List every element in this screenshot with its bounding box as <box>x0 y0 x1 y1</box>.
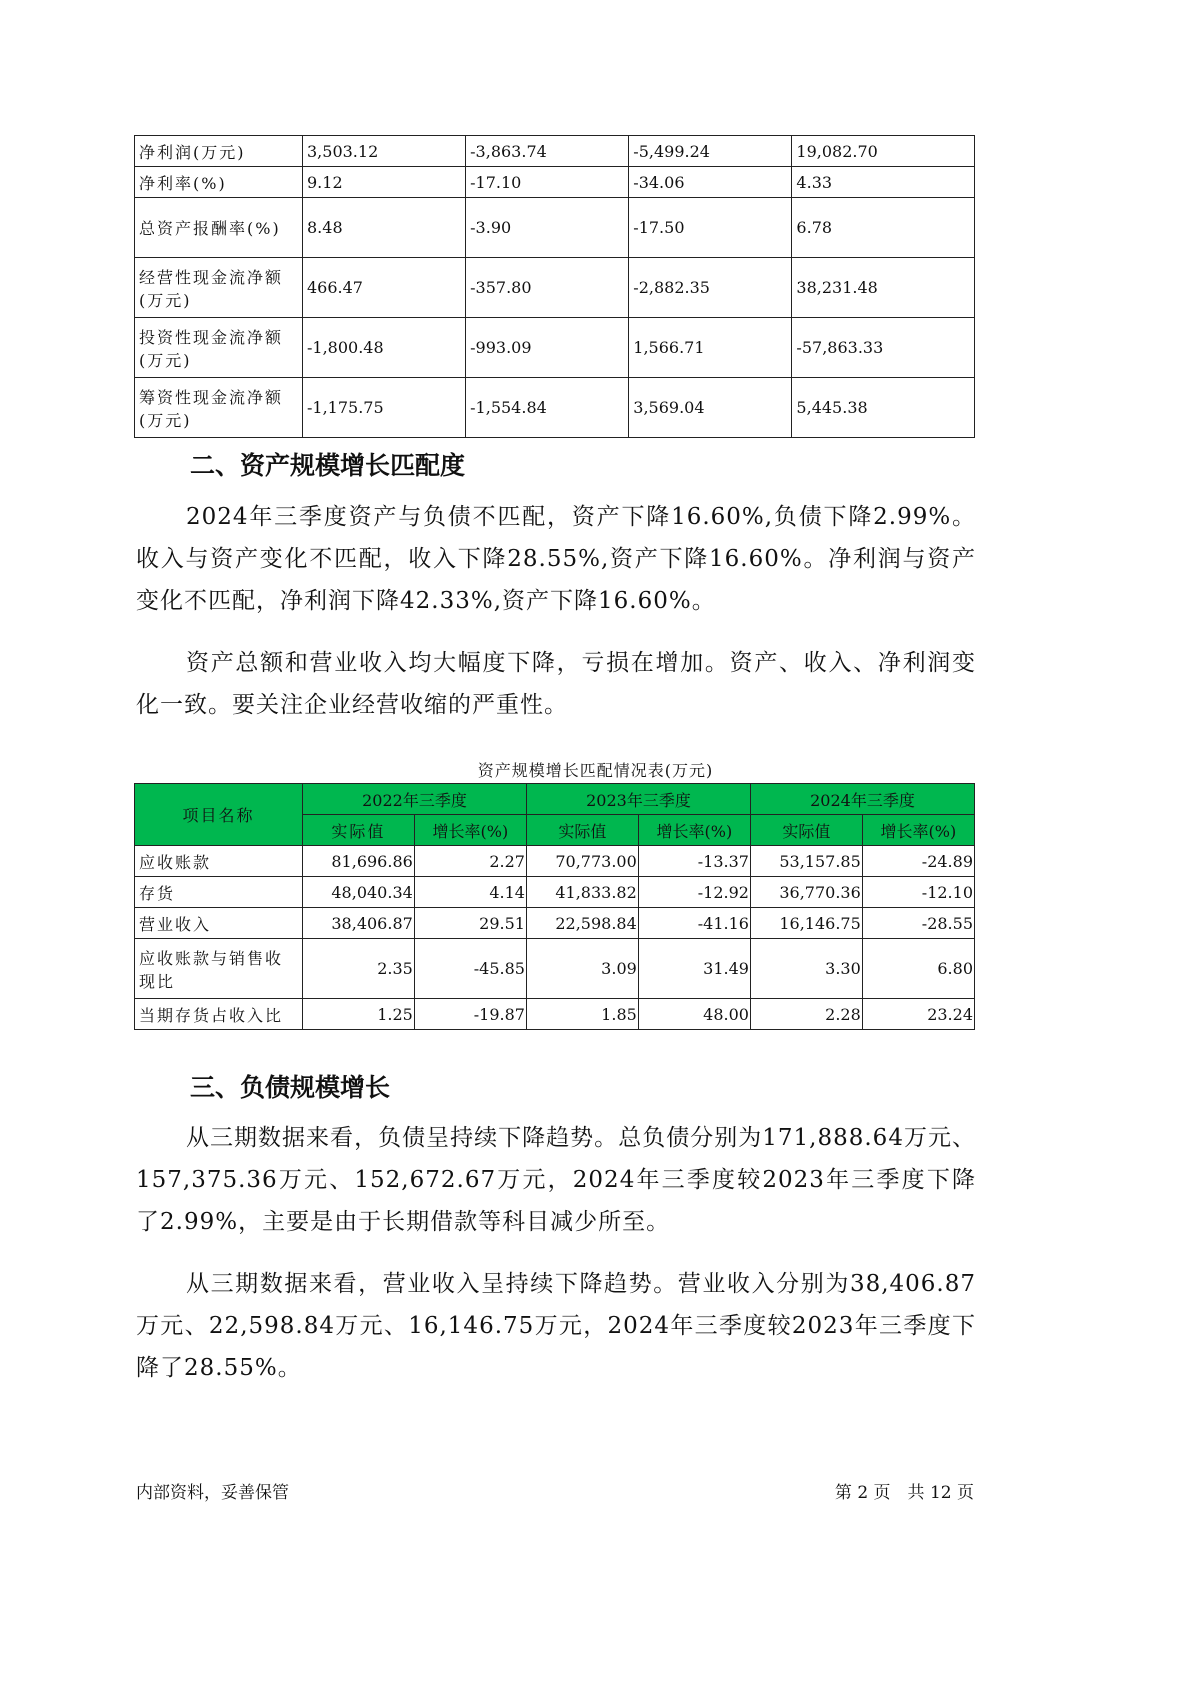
cell-value: 2.27 <box>414 846 526 877</box>
cell-value: 70,773.00 <box>526 846 638 877</box>
table-row <box>135 378 975 438</box>
cell-value: 3,503.12 <box>303 136 466 167</box>
cell-value: -57,863.33 <box>792 318 975 378</box>
row-label: 经营性现金流净额(万元) <box>135 258 303 318</box>
table-row <box>135 999 975 1030</box>
cell-value: -28.55 <box>862 908 974 939</box>
cell-value: -5,499.24 <box>629 136 792 167</box>
section-3-heading: 三、负债规模增长 <box>190 1073 391 1102</box>
header-growth: 增长率(%) <box>862 815 974 846</box>
row-label: 当期存货占收入比 <box>135 999 303 1030</box>
cell-value: 53,157.85 <box>750 846 862 877</box>
cell-value: 16,146.75 <box>750 908 862 939</box>
cell-value: 48,040.34 <box>303 877 415 908</box>
cell-value: 36,770.36 <box>750 877 862 908</box>
cell-value: 6.80 <box>862 939 974 999</box>
cell-value: -3,863.74 <box>466 136 629 167</box>
row-label: 应收账款 <box>135 846 303 877</box>
footer-confidential: 内部资料，妥善保管 <box>136 1483 289 1503</box>
cell-value: 23.24 <box>862 999 974 1030</box>
header-period: 2022年三季度 <box>303 784 527 815</box>
header-actual: 实际值 <box>303 815 415 846</box>
cell-value: 4.33 <box>792 167 975 198</box>
cell-value: 48.00 <box>638 999 750 1030</box>
cell-value: -1,554.84 <box>466 378 629 438</box>
header-growth: 增长率(%) <box>638 815 750 846</box>
section-2-paragraph-2: 资产总额和营业收入均大幅度下降，亏损在增加。资产、收入、净利润变化一致。要关注企业经营收缩的严重性。 <box>136 650 976 718</box>
cell-value: -3.90 <box>466 198 629 258</box>
table-row <box>135 908 975 939</box>
cell-value: 4.14 <box>414 877 526 908</box>
cell-value: 3.30 <box>750 939 862 999</box>
table-row <box>135 258 975 318</box>
cell-value: 1,566.71 <box>629 318 792 378</box>
cell-value: -17.10 <box>466 167 629 198</box>
cell-value: -19.87 <box>414 999 526 1030</box>
cell-value: 38,406.87 <box>303 908 415 939</box>
cell-value: -357.80 <box>466 258 629 318</box>
row-label: 筹资性现金流净额(万元) <box>135 378 303 438</box>
cell-value: 1.85 <box>526 999 638 1030</box>
cell-value: -45.85 <box>414 939 526 999</box>
section-2-heading: 二、资产规模增长匹配度 <box>190 451 466 480</box>
cell-value: -12.10 <box>862 877 974 908</box>
section-2-paragraph-1: 2024年三季度资产与负债不匹配，资产下降16.60%,负债下降2.99%。收入与资产变化不匹配，收入下降28.55%,资产下降16.60%。净利润与资产变化不匹配，净利润下降42.33%,资产下降16.60%。 <box>136 504 976 614</box>
cell-value: 41,833.82 <box>526 877 638 908</box>
cell-value: -17.50 <box>629 198 792 258</box>
financial-metrics-table <box>134 135 975 438</box>
cell-value: -13.37 <box>638 846 750 877</box>
header-period: 2023年三季度 <box>526 784 750 815</box>
section-3-paragraph-1: 从三期数据来看，负债呈持续下降趋势。总负债分别为171,888.64万元、157,375.36万元、152,672.67万元，2024年三季度较2023年三季度下降了2.99%，主要是由于长期借款等科目减少所至。 <box>136 1125 976 1235</box>
header-actual: 实际值 <box>526 815 638 846</box>
table-row <box>135 167 975 198</box>
cell-value: -24.89 <box>862 846 974 877</box>
cell-value: 81,696.86 <box>303 846 415 877</box>
section-3-paragraph-2: 从三期数据来看，营业收入呈持续下降趋势。营业收入分别为38,406.87万元、22,598.84万元、16,146.75万元，2024年三季度较2023年三季度下降了28.55%。 <box>136 1271 976 1381</box>
row-label: 净利率(%) <box>135 167 303 198</box>
header-period: 2024年三季度 <box>750 784 974 815</box>
table-caption: 资产规模增长匹配情况表(万元) <box>477 761 714 780</box>
cell-value: 29.51 <box>414 908 526 939</box>
table-row <box>135 318 975 378</box>
cell-value: 3.09 <box>526 939 638 999</box>
row-label: 总资产报酬率(%) <box>135 198 303 258</box>
table-row <box>135 846 975 877</box>
cell-value: -12.92 <box>638 877 750 908</box>
asset-growth-table <box>134 783 975 1030</box>
footer-page-number: 第 2 页 共 12 页 <box>834 1483 974 1503</box>
cell-value: 2.28 <box>750 999 862 1030</box>
table-row <box>135 136 975 167</box>
cell-value: -2,882.35 <box>629 258 792 318</box>
row-label: 营业收入 <box>135 908 303 939</box>
cell-value: 8.48 <box>303 198 466 258</box>
cell-value: 3,569.04 <box>629 378 792 438</box>
row-label: 净利润(万元) <box>135 136 303 167</box>
table-row <box>135 877 975 908</box>
header-item-name: 项目名称 <box>135 784 303 846</box>
cell-value: 31.49 <box>638 939 750 999</box>
table-row <box>135 939 975 999</box>
row-label: 投资性现金流净额(万元) <box>135 318 303 378</box>
cell-value: -34.06 <box>629 167 792 198</box>
table-row <box>135 198 975 258</box>
cell-value: 9.12 <box>303 167 466 198</box>
row-label: 存货 <box>135 877 303 908</box>
row-label: 应收账款与销售收现比 <box>135 939 303 999</box>
cell-value: 1.25 <box>303 999 415 1030</box>
cell-value: -1,175.75 <box>303 378 466 438</box>
cell-value: -41.16 <box>638 908 750 939</box>
cell-value: 38,231.48 <box>792 258 975 318</box>
cell-value: 2.35 <box>303 939 415 999</box>
cell-value: -993.09 <box>466 318 629 378</box>
cell-value: 5,445.38 <box>792 378 975 438</box>
cell-value: 6.78 <box>792 198 975 258</box>
cell-value: -1,800.48 <box>303 318 466 378</box>
cell-value: 22,598.84 <box>526 908 638 939</box>
cell-value: 19,082.70 <box>792 136 975 167</box>
header-growth: 增长率(%) <box>414 815 526 846</box>
header-actual: 实际值 <box>750 815 862 846</box>
cell-value: 466.47 <box>303 258 466 318</box>
